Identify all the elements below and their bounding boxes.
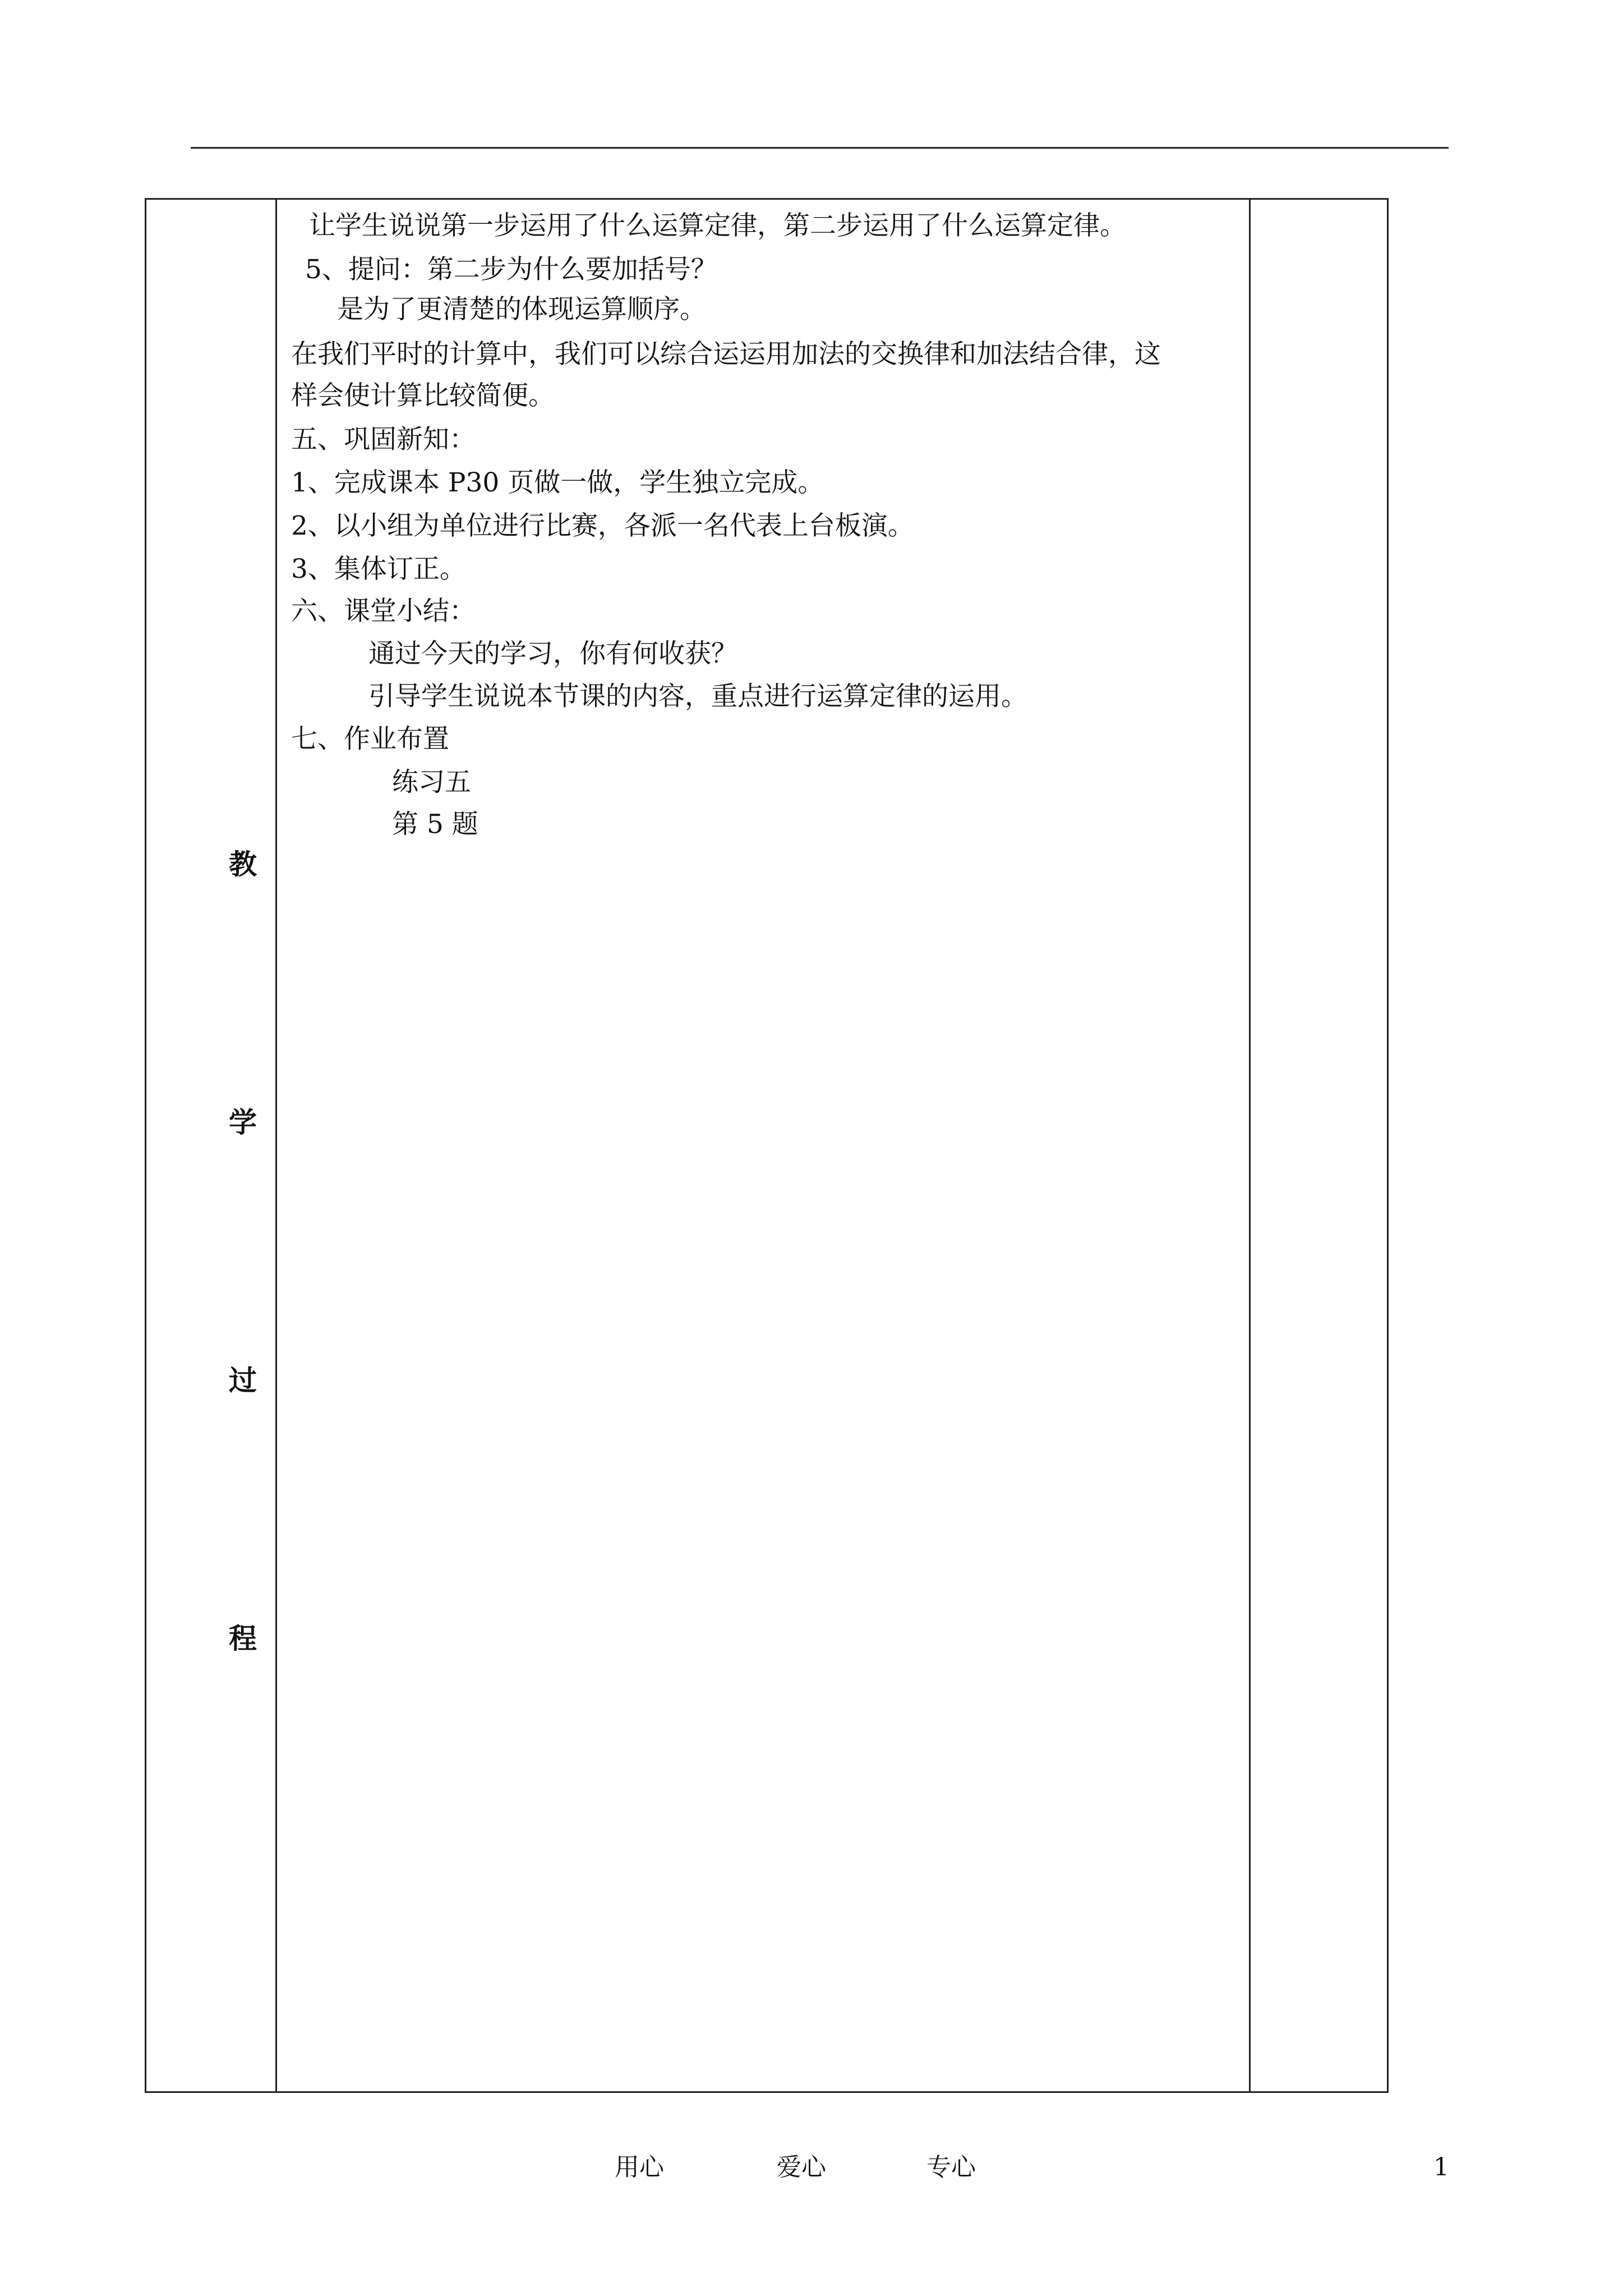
header-rule <box>191 147 1449 149</box>
content-line: 第 5 题 <box>392 809 478 840</box>
footer-label: 专心 <box>926 2153 976 2182</box>
content-line: 样会使计算比较简便。 <box>291 380 555 411</box>
content-line: 在我们平时的计算中，我们可以综合运运用加法的交换律和加法结合律，这 <box>291 339 1161 370</box>
content-line: 5、提问：第二步为什么要加括号？ <box>305 254 717 285</box>
page-number: 1 <box>1433 2153 1449 2182</box>
side-label-char: 教 <box>229 848 257 881</box>
content-line: 引导学生说说本节课的内容，重点进行运算定律的运用。 <box>368 681 1027 712</box>
content-line: 练习五 <box>392 767 471 798</box>
column-divider-left <box>275 200 277 2091</box>
footer-label: 爱心 <box>777 2153 826 2182</box>
content-line: 2、以小组为单位进行比赛，各派一名代表上台板演。 <box>291 510 914 541</box>
side-label-char: 学 <box>229 1106 257 1139</box>
footer-label: 用心 <box>615 2153 664 2182</box>
content-line: 通过今天的学习，你有何收获？ <box>368 638 737 669</box>
content-line: 七、作业布置 <box>291 724 449 754</box>
content-line: 六、课堂小结： <box>291 596 476 627</box>
content-line: 是为了更清楚的体现运算顺序。 <box>337 294 706 325</box>
column-divider-right <box>1249 200 1251 2091</box>
content-line: 让学生说说第一步运用了什么运算定律，第二步运用了什么运算定律。 <box>309 210 1126 241</box>
content-line: 五、巩固新知： <box>291 424 476 455</box>
lesson-table <box>145 198 1389 2093</box>
content-line: 1、完成课本 P30 页做一做，学生独立完成。 <box>291 467 824 498</box>
content-line: 3、集体订正。 <box>291 554 466 585</box>
side-label-char: 程 <box>229 1622 257 1655</box>
side-label-char: 过 <box>229 1364 257 1397</box>
